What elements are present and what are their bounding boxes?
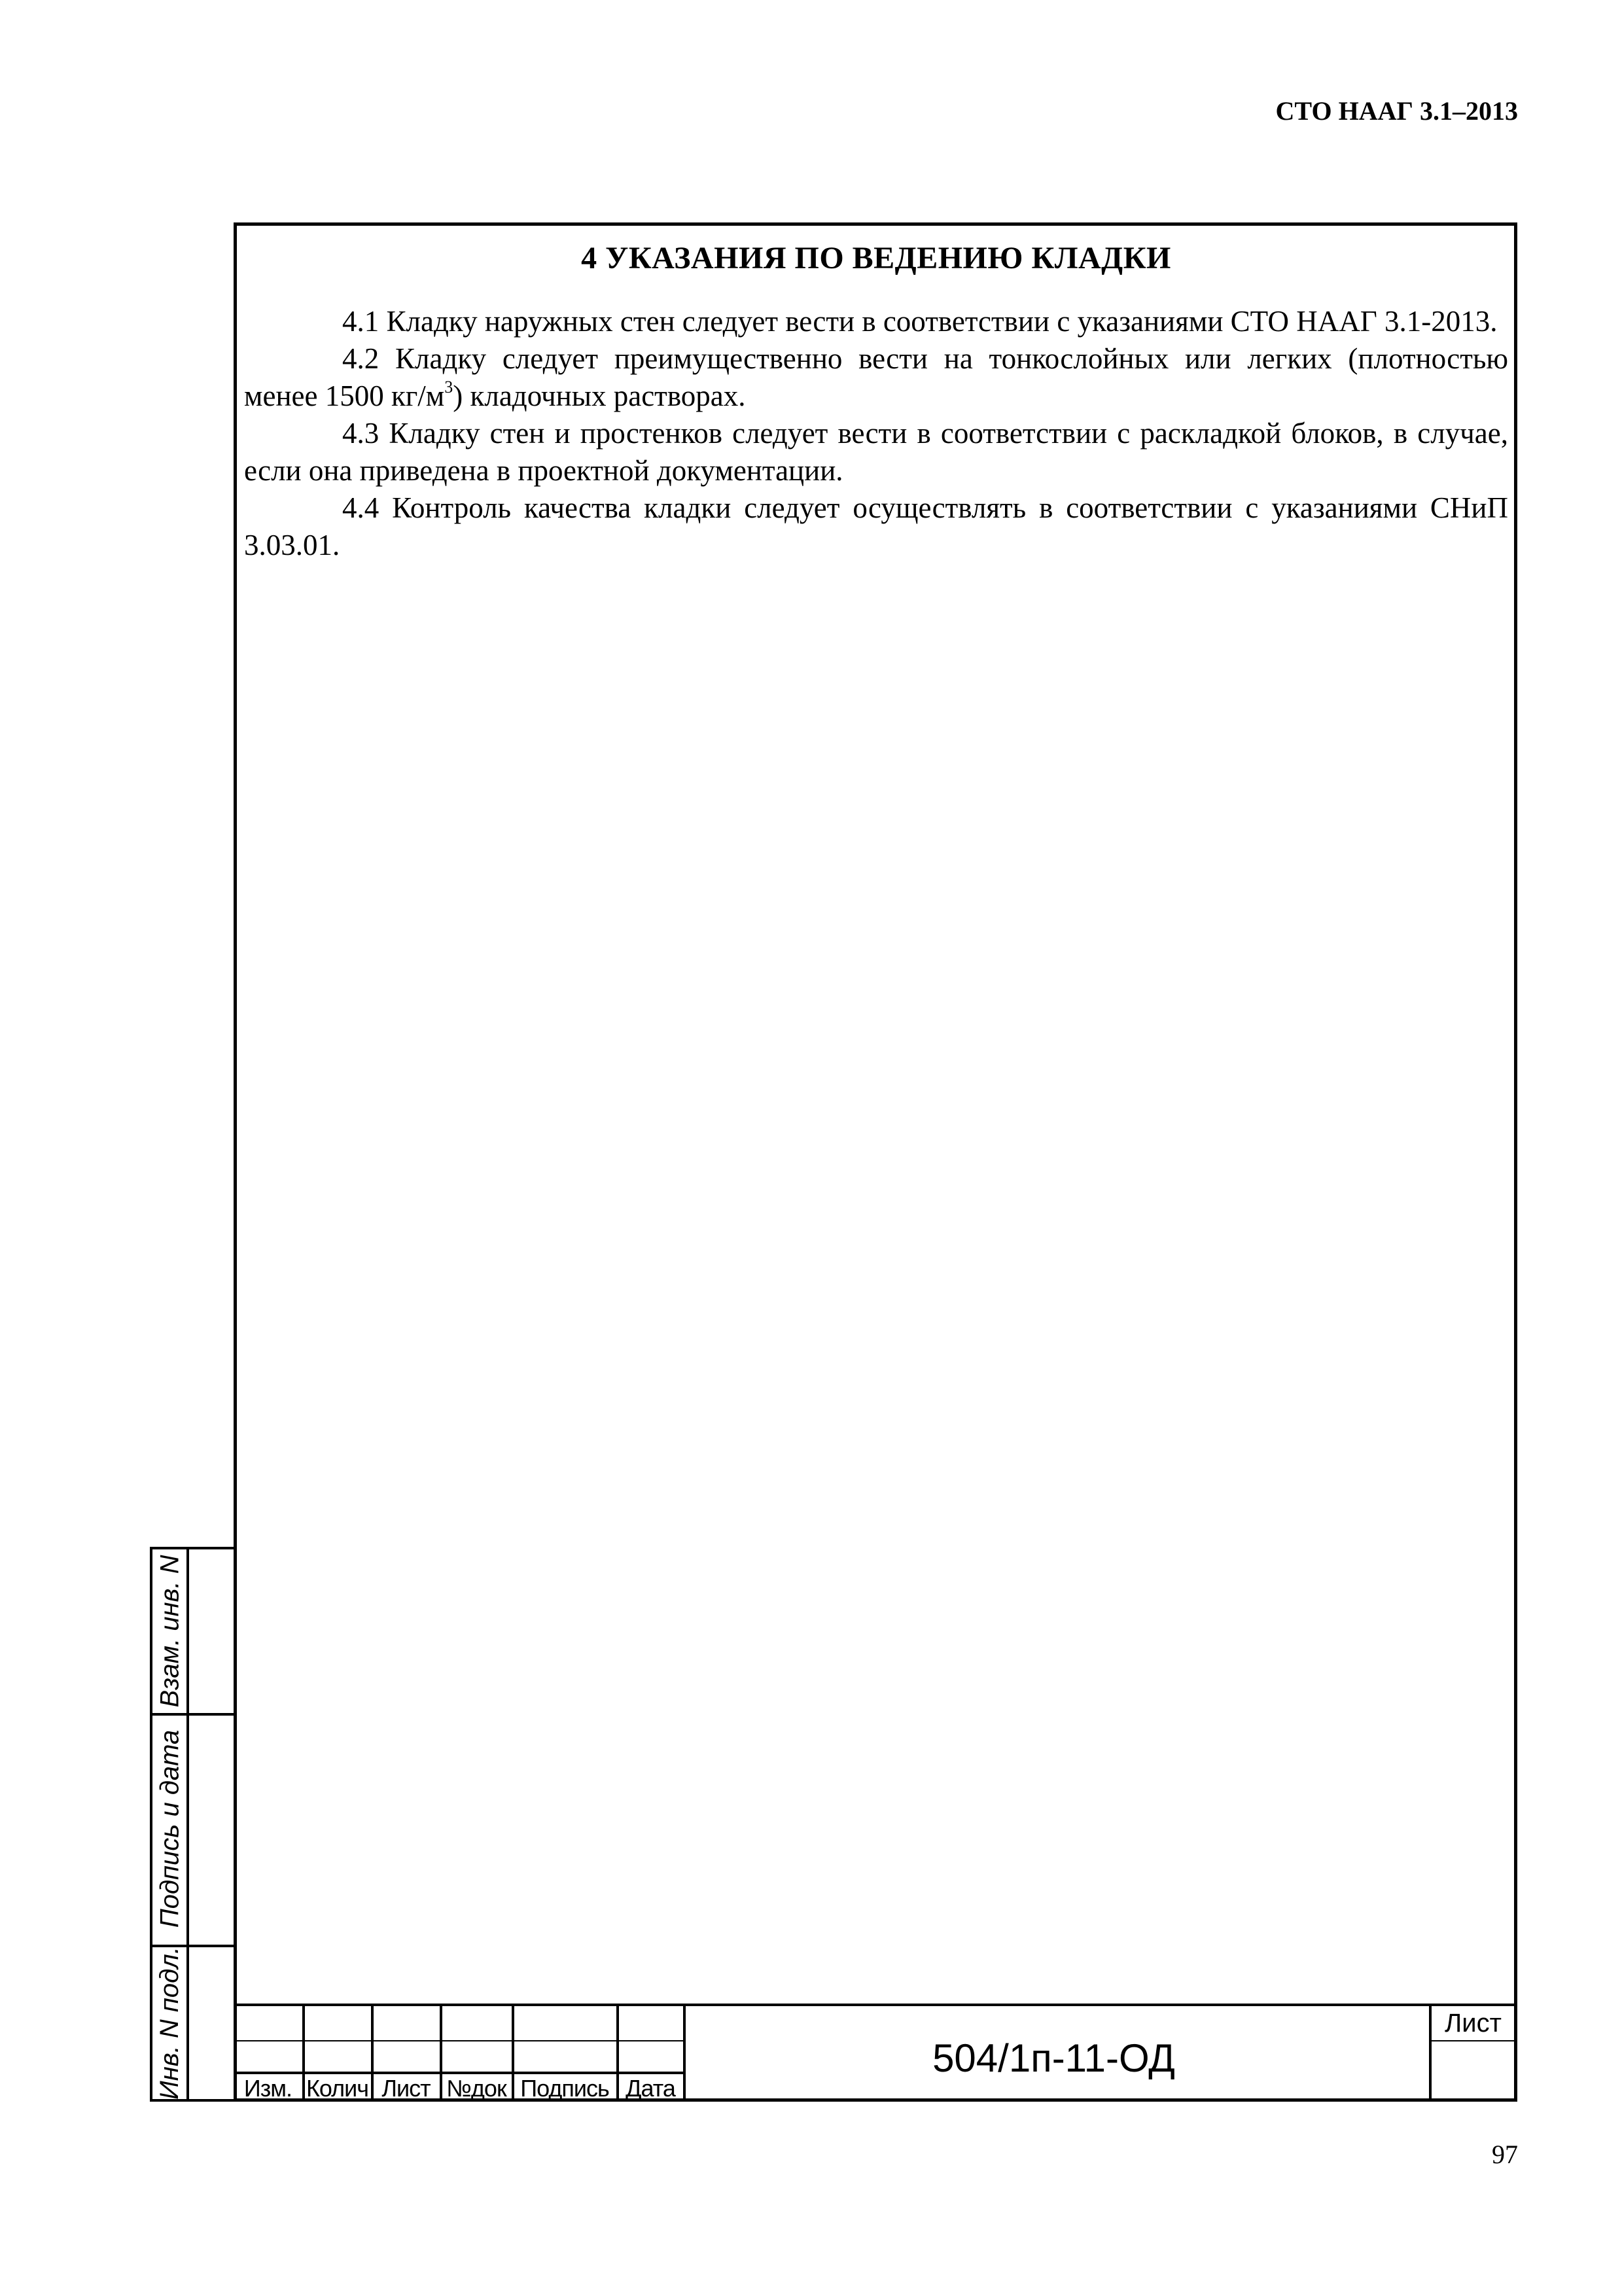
document-code: СТО НААГ 3.1–2013 xyxy=(1275,96,1518,126)
signature-caption: Подпись xyxy=(520,2075,609,2102)
ndok-caption: №док xyxy=(446,2075,506,2102)
title-block-rule xyxy=(234,2040,683,2041)
superscript: 3 xyxy=(444,378,453,397)
title-block xyxy=(234,2004,1517,2102)
vzam-inv-label: Взам. инв. N xyxy=(155,1555,184,1708)
paragraph-4-1: 4.1 Кладку наружных стен следует вести в соответствии с указаниями СТО НААГ 3.1-2013. xyxy=(342,305,1498,338)
paragraph-4-2 xyxy=(244,340,1508,415)
page-number: 97 xyxy=(1492,2140,1518,2169)
section-title: 4 УКАЗАНИЯ ПО ВЕДЕНИЮ КЛАДКИ xyxy=(581,241,1171,275)
paragraph-4-4: 4.4 Контроль качества кладки следует осуществлять в соответствии с указаниями СНиП 3.03.01. xyxy=(244,491,1508,561)
side-stamp-divider xyxy=(186,1549,189,2099)
date-caption: Дата xyxy=(626,2075,675,2102)
document-number: 504/1п-11-ОД xyxy=(932,2036,1175,2080)
side-stamp xyxy=(150,1547,237,2102)
inv-podl-label: Инв. N подл. xyxy=(155,1947,184,2100)
paragraph-4-2-text: 4.2 Кладку следует преимущественно вести на тонкослойных или легких (плотностью менее 1500 кг/м xyxy=(244,342,1508,412)
title-block-rule xyxy=(1429,2040,1517,2041)
kolich-caption: Колич xyxy=(306,2075,369,2102)
signature-date-label: Подпись и дата xyxy=(155,1729,185,1928)
paragraph-4-2-tail: ) кладочных растворах. xyxy=(453,380,746,412)
paragraph-4-3: 4.3 Кладку стен и простенков следует вести в соответствии с раскладкой блоков, в случае, если она приведена в проектной документации. xyxy=(244,417,1508,487)
document-body xyxy=(244,232,1508,564)
sheet-caption: Лист xyxy=(1445,2009,1502,2038)
izm-caption: Изм. xyxy=(243,2075,292,2102)
list-caption: Лист xyxy=(381,2075,431,2102)
